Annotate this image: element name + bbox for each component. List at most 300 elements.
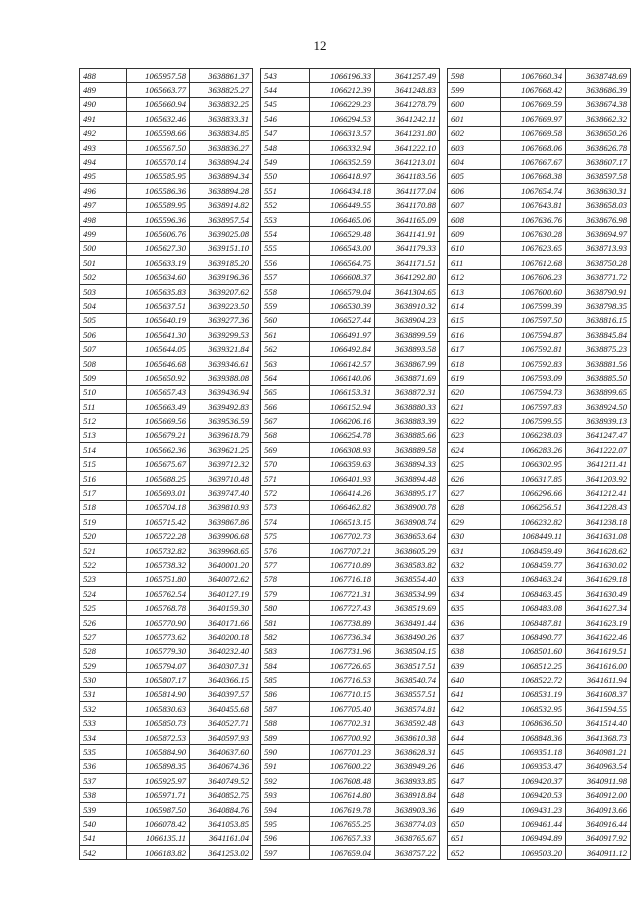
x-coordinate-cell: 1066256.51: [501, 500, 566, 514]
point-number-cell: 606: [448, 184, 501, 198]
table-row: [448, 601, 631, 615]
y-coordinate-cell: 3640597.93: [190, 730, 253, 744]
y-coordinate-cell: 3638816.15: [566, 313, 631, 327]
y-coordinate-cell: 3638713.93: [566, 241, 631, 255]
point-number-cell: 623: [448, 428, 501, 442]
point-number-cell: 574: [261, 515, 310, 529]
table-row: [448, 371, 631, 385]
x-coordinate-cell: 1068463.24: [501, 572, 566, 586]
x-coordinate-cell: 1068463.45: [501, 587, 566, 601]
point-number-cell: 551: [261, 184, 310, 198]
table-row: [80, 443, 253, 457]
table-row: [261, 759, 440, 773]
point-number-cell: 613: [448, 284, 501, 298]
point-number-cell: 512: [80, 414, 127, 428]
y-coordinate-cell: 3638881.56: [566, 356, 631, 370]
table-row: [80, 299, 253, 313]
point-number-cell: 599: [448, 83, 501, 97]
y-coordinate-cell: 3639321.84: [190, 342, 253, 356]
table-row: [80, 558, 253, 572]
x-coordinate-cell: 1066465.06: [310, 212, 375, 226]
point-number-cell: 647: [448, 774, 501, 788]
point-number-cell: 497: [80, 198, 127, 212]
x-coordinate-cell: 1065768.78: [127, 601, 190, 615]
point-number-cell: 608: [448, 212, 501, 226]
point-number-cell: 523: [80, 572, 127, 586]
x-coordinate-cell: 1066608.37: [310, 270, 375, 284]
x-coordinate-cell: 1067608.48: [310, 774, 375, 788]
y-coordinate-cell: 3641257.49: [375, 69, 440, 83]
point-number-cell: 508: [80, 356, 127, 370]
point-number-cell: 635: [448, 601, 501, 615]
y-coordinate-cell: 3638924.50: [566, 399, 631, 413]
y-coordinate-cell: 3641630.02: [566, 558, 631, 572]
table-row: [80, 659, 253, 673]
table-row: [80, 457, 253, 471]
table-row: [448, 558, 631, 572]
table-row: [448, 846, 631, 860]
y-coordinate-cell: 3638557.51: [375, 687, 440, 701]
point-number-cell: 643: [448, 716, 501, 730]
x-coordinate-cell: 1069461.44: [501, 817, 566, 831]
point-number-cell: 521: [80, 543, 127, 557]
x-coordinate-cell: 1067655.25: [310, 817, 375, 831]
y-coordinate-cell: 3638900.78: [375, 500, 440, 514]
x-coordinate-cell: 1067667.67: [501, 155, 566, 169]
table-row: [261, 587, 440, 601]
x-coordinate-cell: 1067654.74: [501, 184, 566, 198]
table-row: [80, 284, 253, 298]
y-coordinate-cell: 3639810.93: [190, 500, 253, 514]
x-coordinate-cell: 1067659.04: [310, 846, 375, 860]
point-number-cell: 581: [261, 615, 310, 629]
point-number-cell: 630: [448, 529, 501, 543]
y-coordinate-cell: 3638798.35: [566, 299, 631, 313]
x-coordinate-cell: 1066434.18: [310, 184, 375, 198]
table-row: [261, 486, 440, 500]
table-row: [261, 644, 440, 658]
table-row: [80, 745, 253, 759]
y-coordinate-cell: 3638491.44: [375, 615, 440, 629]
x-coordinate-cell: 1065814.90: [127, 687, 190, 701]
y-coordinate-cell: 3639710.48: [190, 471, 253, 485]
table-row: [261, 328, 440, 342]
x-coordinate-cell: 1065650.92: [127, 371, 190, 385]
y-coordinate-cell: 3638686.39: [566, 83, 631, 97]
y-coordinate-cell: 3638574.81: [375, 702, 440, 716]
table-row: [261, 299, 440, 313]
y-coordinate-cell: 3641171.51: [375, 256, 440, 270]
point-number-cell: 607: [448, 198, 501, 212]
y-coordinate-cell: 3638597.58: [566, 169, 631, 183]
y-coordinate-cell: 3640637.60: [190, 745, 253, 759]
x-coordinate-cell: 1065585.95: [127, 169, 190, 183]
point-number-cell: 568: [261, 428, 310, 442]
x-coordinate-cell: 1065660.94: [127, 97, 190, 111]
x-coordinate-cell: 1065679.21: [127, 428, 190, 442]
x-coordinate-cell: 1065770.90: [127, 615, 190, 629]
y-coordinate-cell: 3638914.82: [190, 198, 253, 212]
table-row: [448, 817, 631, 831]
x-coordinate-cell: 1065662.36: [127, 443, 190, 457]
x-coordinate-cell: 1065732.82: [127, 543, 190, 557]
x-coordinate-cell: 1065632.46: [127, 112, 190, 126]
x-coordinate-cell: 1066418.97: [310, 169, 375, 183]
point-number-cell: 501: [80, 256, 127, 270]
x-coordinate-cell: 1066332.94: [310, 140, 375, 154]
table-row: [448, 198, 631, 212]
y-coordinate-cell: 3638610.38: [375, 730, 440, 744]
y-coordinate-cell: 3641619.51: [566, 644, 631, 658]
table-row: [448, 342, 631, 356]
table-row: [448, 83, 631, 97]
y-coordinate-cell: 3639867.86: [190, 515, 253, 529]
y-coordinate-cell: 3638825.27: [190, 83, 253, 97]
table-row: [261, 558, 440, 572]
point-number-cell: 632: [448, 558, 501, 572]
point-number-cell: 624: [448, 443, 501, 457]
y-coordinate-cell: 3638883.39: [375, 414, 440, 428]
y-coordinate-cell: 3638832.25: [190, 97, 253, 111]
y-coordinate-cell: 3640127.19: [190, 587, 253, 601]
y-coordinate-cell: 3640397.57: [190, 687, 253, 701]
y-coordinate-cell: 3638894.48: [375, 471, 440, 485]
point-number-cell: 633: [448, 572, 501, 586]
x-coordinate-cell: 1065779.30: [127, 644, 190, 658]
y-coordinate-cell: 3639346.61: [190, 356, 253, 370]
x-coordinate-cell: 1067731.96: [310, 644, 375, 658]
point-number-cell: 539: [80, 802, 127, 816]
point-number-cell: 584: [261, 659, 310, 673]
x-coordinate-cell: 1066196.33: [310, 69, 375, 83]
y-coordinate-cell: 3641622.46: [566, 630, 631, 644]
x-coordinate-cell: 1065633.19: [127, 256, 190, 270]
x-coordinate-cell: 1065663.77: [127, 83, 190, 97]
x-coordinate-cell: 1067594.87: [501, 328, 566, 342]
table-row: [261, 140, 440, 154]
point-number-cell: 506: [80, 328, 127, 342]
point-number-cell: 561: [261, 328, 310, 342]
y-coordinate-cell: 3638607.17: [566, 155, 631, 169]
x-coordinate-cell: 1065751.80: [127, 572, 190, 586]
point-number-cell: 651: [448, 831, 501, 845]
point-number-cell: 594: [261, 802, 310, 816]
y-coordinate-cell: 3641627.34: [566, 601, 631, 615]
point-number-cell: 526: [80, 615, 127, 629]
x-coordinate-cell: 1065567.50: [127, 140, 190, 154]
y-coordinate-cell: 3638933.85: [375, 774, 440, 788]
x-coordinate-cell: 1066543.00: [310, 241, 375, 255]
table-row: [261, 788, 440, 802]
x-coordinate-cell: 1066529.48: [310, 227, 375, 241]
point-number-cell: 564: [261, 371, 310, 385]
point-number-cell: 626: [448, 471, 501, 485]
table-row: [261, 198, 440, 212]
y-coordinate-cell: 3641211.41: [566, 457, 631, 471]
table-row: [80, 227, 253, 241]
point-number-cell: 556: [261, 256, 310, 270]
table-row: [80, 198, 253, 212]
point-number-cell: 637: [448, 630, 501, 644]
x-coordinate-cell: 1067668.06: [501, 140, 566, 154]
table-row: [261, 802, 440, 816]
point-number-cell: 636: [448, 615, 501, 629]
table-row: [80, 817, 253, 831]
y-coordinate-cell: 3641248.83: [375, 83, 440, 97]
table-row: [80, 328, 253, 342]
x-coordinate-cell: 1065644.05: [127, 342, 190, 356]
y-coordinate-cell: 3638918.84: [375, 788, 440, 802]
table-row: [448, 788, 631, 802]
y-coordinate-cell: 3638653.64: [375, 529, 440, 543]
point-number-cell: 547: [261, 126, 310, 140]
point-number-cell: 505: [80, 313, 127, 327]
table-row: [80, 543, 253, 557]
x-coordinate-cell: 1066401.93: [310, 471, 375, 485]
y-coordinate-cell: 3640527.71: [190, 716, 253, 730]
y-coordinate-cell: 3641616.00: [566, 659, 631, 673]
x-coordinate-cell: 1065663.49: [127, 399, 190, 413]
x-coordinate-cell: 1065971.71: [127, 788, 190, 802]
table-row: [80, 471, 253, 485]
table-row: [261, 673, 440, 687]
x-coordinate-cell: 1066317.85: [501, 471, 566, 485]
y-coordinate-cell: 3641253.02: [190, 846, 253, 860]
y-coordinate-cell: 3638774.03: [375, 817, 440, 831]
x-coordinate-cell: 1067606.23: [501, 270, 566, 284]
x-coordinate-cell: 1066206.16: [310, 414, 375, 428]
table-row: [448, 270, 631, 284]
y-coordinate-cell: 3638834.85: [190, 126, 253, 140]
table-row: [261, 659, 440, 673]
y-coordinate-cell: 3639277.36: [190, 313, 253, 327]
table-row: [261, 169, 440, 183]
point-number-cell: 489: [80, 83, 127, 97]
x-coordinate-cell: 1066183.82: [127, 846, 190, 860]
y-coordinate-cell: 3641242.11: [375, 112, 440, 126]
y-coordinate-cell: 3641231.80: [375, 126, 440, 140]
x-coordinate-cell: 1067592.83: [501, 356, 566, 370]
table-row: [80, 399, 253, 413]
table-row: [261, 83, 440, 97]
y-coordinate-cell: 3639299.53: [190, 328, 253, 342]
table-row: [448, 615, 631, 629]
table-row: [448, 745, 631, 759]
table-row: [80, 371, 253, 385]
x-coordinate-cell: 1066579.04: [310, 284, 375, 298]
y-coordinate-cell: 3641608.37: [566, 687, 631, 701]
table-row: [80, 846, 253, 860]
table-row: [80, 730, 253, 744]
point-number-cell: 578: [261, 572, 310, 586]
point-number-cell: 593: [261, 788, 310, 802]
point-number-cell: 498: [80, 212, 127, 226]
y-coordinate-cell: 3638748.69: [566, 69, 631, 83]
point-number-cell: 503: [80, 284, 127, 298]
x-coordinate-cell: 1068848.36: [501, 730, 566, 744]
table-row: [448, 543, 631, 557]
point-number-cell: 502: [80, 270, 127, 284]
y-coordinate-cell: 3638904.23: [375, 313, 440, 327]
point-number-cell: 493: [80, 140, 127, 154]
table-row: [448, 385, 631, 399]
point-number-cell: 545: [261, 97, 310, 111]
point-number-cell: 642: [448, 702, 501, 716]
x-coordinate-cell: 1067643.81: [501, 198, 566, 212]
x-coordinate-cell: 1067716.53: [310, 673, 375, 687]
point-number-cell: 500: [80, 241, 127, 255]
table-row: [448, 227, 631, 241]
x-coordinate-cell: 1065675.67: [127, 457, 190, 471]
point-number-cell: 534: [80, 730, 127, 744]
y-coordinate-cell: 3640749.52: [190, 774, 253, 788]
x-coordinate-cell: 1068531.19: [501, 687, 566, 701]
table-row: [261, 342, 440, 356]
x-coordinate-cell: 1065738.32: [127, 558, 190, 572]
table-row: [448, 212, 631, 226]
x-coordinate-cell: 1065704.18: [127, 500, 190, 514]
point-number-cell: 519: [80, 515, 127, 529]
x-coordinate-cell: 1065596.36: [127, 212, 190, 226]
y-coordinate-cell: 3638790.91: [566, 284, 631, 298]
x-coordinate-cell: 1065722.28: [127, 529, 190, 543]
x-coordinate-cell: 1068487.81: [501, 615, 566, 629]
table-row: [261, 615, 440, 629]
x-coordinate-cell: 1066229.23: [310, 97, 375, 111]
x-coordinate-cell: 1067668.38: [501, 169, 566, 183]
table-row: [80, 69, 253, 83]
point-number-cell: 514: [80, 443, 127, 457]
x-coordinate-cell: 1065641.30: [127, 328, 190, 342]
point-number-cell: 533: [80, 716, 127, 730]
point-number-cell: 621: [448, 399, 501, 413]
x-coordinate-cell: 1068512.25: [501, 659, 566, 673]
point-number-cell: 513: [80, 428, 127, 442]
table-row: [80, 601, 253, 615]
point-number-cell: 552: [261, 198, 310, 212]
point-number-cell: 557: [261, 270, 310, 284]
x-coordinate-cell: 1066140.06: [310, 371, 375, 385]
point-number-cell: 499: [80, 227, 127, 241]
table-row: [261, 256, 440, 270]
x-coordinate-cell: 1066564.75: [310, 256, 375, 270]
x-coordinate-cell: 1065570.14: [127, 155, 190, 169]
y-coordinate-cell: 3640916.44: [566, 817, 631, 831]
point-number-cell: 634: [448, 587, 501, 601]
table-row: [261, 212, 440, 226]
x-coordinate-cell: 1065925.97: [127, 774, 190, 788]
y-coordinate-cell: 3641165.09: [375, 212, 440, 226]
point-number-cell: 538: [80, 788, 127, 802]
x-coordinate-cell: 1069420.37: [501, 774, 566, 788]
y-coordinate-cell: 3638939.13: [566, 414, 631, 428]
y-coordinate-cell: 3639388.08: [190, 371, 253, 385]
y-coordinate-cell: 3638833.31: [190, 112, 253, 126]
y-coordinate-cell: 3638885.66: [375, 428, 440, 442]
x-coordinate-cell: 1065586.36: [127, 184, 190, 198]
x-coordinate-cell: 1065794.07: [127, 659, 190, 673]
y-coordinate-cell: 3641141.91: [375, 227, 440, 241]
point-number-cell: 638: [448, 644, 501, 658]
table-row: [80, 702, 253, 716]
y-coordinate-cell: 3640674.36: [190, 759, 253, 773]
point-number-cell: 571: [261, 471, 310, 485]
point-number-cell: 582: [261, 630, 310, 644]
point-number-cell: 488: [80, 69, 127, 83]
point-number-cell: 625: [448, 457, 501, 471]
table-row: [261, 399, 440, 413]
x-coordinate-cell: 1069353.47: [501, 759, 566, 773]
table-row: [261, 831, 440, 845]
table-row: [261, 112, 440, 126]
table-row: [448, 644, 631, 658]
table-row: [448, 457, 631, 471]
table-row: [80, 500, 253, 514]
table-row: [80, 256, 253, 270]
table-row: [261, 284, 440, 298]
point-number-cell: 554: [261, 227, 310, 241]
table-row: [261, 414, 440, 428]
table-row: [448, 69, 631, 83]
y-coordinate-cell: 3641292.80: [375, 270, 440, 284]
y-coordinate-cell: 3639621.25: [190, 443, 253, 457]
table-row: [261, 69, 440, 83]
y-coordinate-cell: 3638899.65: [566, 385, 631, 399]
table-row: [261, 716, 440, 730]
table-row: [261, 227, 440, 241]
point-number-cell: 570: [261, 457, 310, 471]
x-coordinate-cell: 1069420.53: [501, 788, 566, 802]
table-row: [261, 471, 440, 485]
table-row: [448, 155, 631, 169]
table-row: [261, 817, 440, 831]
x-coordinate-cell: 1065627.30: [127, 241, 190, 255]
table-row: [448, 702, 631, 716]
y-coordinate-cell: 3639196.36: [190, 270, 253, 284]
y-coordinate-cell: 3641594.55: [566, 702, 631, 716]
x-coordinate-cell: 1067705.40: [310, 702, 375, 716]
coordinate-tables: [79, 68, 631, 860]
point-number-cell: 507: [80, 342, 127, 356]
point-number-cell: 525: [80, 601, 127, 615]
x-coordinate-cell: 1066238.03: [501, 428, 566, 442]
point-number-cell: 543: [261, 69, 310, 83]
y-coordinate-cell: 3639618.79: [190, 428, 253, 442]
point-number-cell: 619: [448, 371, 501, 385]
x-coordinate-cell: 1067736.34: [310, 630, 375, 644]
y-coordinate-cell: 3639025.08: [190, 227, 253, 241]
table-row: [80, 515, 253, 529]
y-coordinate-cell: 3638836.27: [190, 140, 253, 154]
table-row: [261, 457, 440, 471]
point-number-cell: 618: [448, 356, 501, 370]
x-coordinate-cell: 1065807.17: [127, 673, 190, 687]
x-coordinate-cell: 1067592.81: [501, 342, 566, 356]
point-number-cell: 611: [448, 256, 501, 270]
x-coordinate-cell: 1067619.78: [310, 802, 375, 816]
y-coordinate-cell: 3638658.03: [566, 198, 631, 212]
table-row: [80, 774, 253, 788]
y-coordinate-cell: 3640981.21: [566, 745, 631, 759]
table-row: [448, 659, 631, 673]
point-number-cell: 645: [448, 745, 501, 759]
table-row: [80, 644, 253, 658]
table-row: [448, 831, 631, 845]
y-coordinate-cell: 3638894.28: [190, 184, 253, 198]
table-row: [448, 802, 631, 816]
y-coordinate-cell: 3638750.28: [566, 256, 631, 270]
table-row: [80, 615, 253, 629]
